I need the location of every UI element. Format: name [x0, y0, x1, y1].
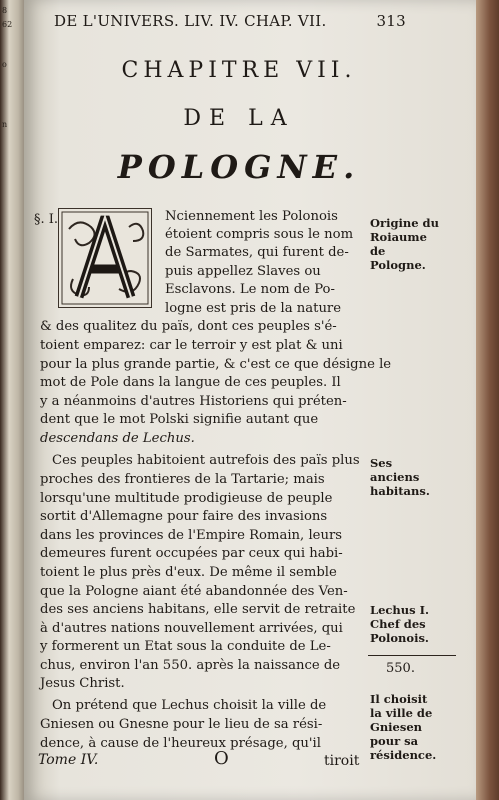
- margin-note: Il choisit la ville de Gniesen pour sa résidence.: [370, 692, 437, 762]
- text-line: On prétend que Lechus choisit la ville de: [52, 698, 327, 713]
- text-line: que la Pologne aiant été abandonnée des Ven-: [40, 584, 348, 599]
- margin-note: Origine du Roiaume de Pologne.: [370, 216, 439, 272]
- text-line: & des qualitez du païs, dont ces peuples s'é-: [40, 319, 337, 334]
- text-line: y a néanmoins d'autres Historiens qui préten-: [40, 394, 347, 409]
- text-line: étoient compris sous le nom: [165, 227, 354, 242]
- section-mark: §. I.: [34, 212, 59, 227]
- margin-rule: [368, 655, 456, 656]
- text-line: Nciennement les Polonois: [165, 209, 338, 224]
- text-line: descendans de Lechus.: [40, 431, 195, 446]
- text-line: toient emparez: car le terroir y est plat & uni: [40, 338, 343, 353]
- signature-mark: O: [214, 748, 229, 769]
- text-line: lorsqu'une multitude prodigieuse de peuple: [40, 491, 333, 506]
- text-line: sortit d'Allemagne pour faire des invasions: [40, 509, 328, 524]
- volume-label: Tome IV.: [38, 752, 99, 768]
- spine-mark: 8: [2, 6, 8, 15]
- book-cover-edge: [476, 0, 499, 800]
- text-line: dent que le mot Polski signifie autant que: [40, 412, 319, 427]
- ornamental-initial-a-icon: [58, 208, 152, 308]
- text-line: des ses anciens habitans, elle servit de retraite: [40, 602, 356, 617]
- text-line: toient le plus près d'eux. De même il semble: [40, 565, 337, 580]
- page-number: 313: [376, 12, 406, 30]
- margin-year: 550.: [386, 661, 415, 676]
- running-head: [54, 12, 406, 30]
- chapter-number: CHAPITRE VII.: [121, 58, 357, 83]
- text-line: y formerent un Etat sous la conduite de Le-: [40, 639, 331, 654]
- text-line: proches des frontieres de la Tartarie; mais: [40, 472, 325, 487]
- chapter-title: POLOGNE.: [117, 148, 361, 186]
- neighbor-page-edge: [0, 0, 26, 800]
- text-line: Gniesen ou Gnesne pour le lieu de sa rési-: [40, 717, 323, 732]
- text-line: Ces peuples habitoient autrefois des païs plus: [52, 453, 360, 468]
- spine-mark: o: [2, 60, 7, 69]
- spine-mark: 62: [2, 20, 13, 29]
- running-head-title: DE L'UNIVERS. LIV. IV. CHAP. VII.: [54, 12, 327, 30]
- margin-note: Ses anciens habitans.: [370, 456, 430, 498]
- margin-note: Lechus I. Chef des Polonois.: [370, 603, 429, 645]
- text-line: dence, à cause de l'heureux présage, qu'il: [40, 736, 321, 751]
- text-line: pour la plus grande partie, & c'est ce que désigne le: [40, 357, 392, 372]
- text-line: Jesus Christ.: [40, 676, 125, 691]
- catchword: tiroit: [324, 753, 360, 769]
- text-line: logne est pris de la nature: [165, 301, 342, 316]
- text-line: mot de Pole dans la langue de ces peuples. Il: [40, 375, 341, 390]
- text-line: chus, environ l'an 550. après la naissance de: [40, 658, 341, 673]
- text-line: de Sarmates, qui furent de-: [165, 245, 349, 260]
- text-line: demeures furent occupées par ceux qui habi-: [40, 546, 343, 561]
- text-line: à d'autres nations nouvellement arrivées, qui: [40, 621, 343, 636]
- text-line: puis appellez Slaves ou: [165, 264, 321, 279]
- book-page: [24, 0, 476, 800]
- text-line: dans les provinces de l'Empire Romain, leurs: [40, 528, 343, 543]
- chapter-subtitle: DE LA: [183, 106, 295, 131]
- text-line: Esclavons. Le nom de Po-: [165, 282, 335, 297]
- spine-mark: n: [2, 120, 8, 129]
